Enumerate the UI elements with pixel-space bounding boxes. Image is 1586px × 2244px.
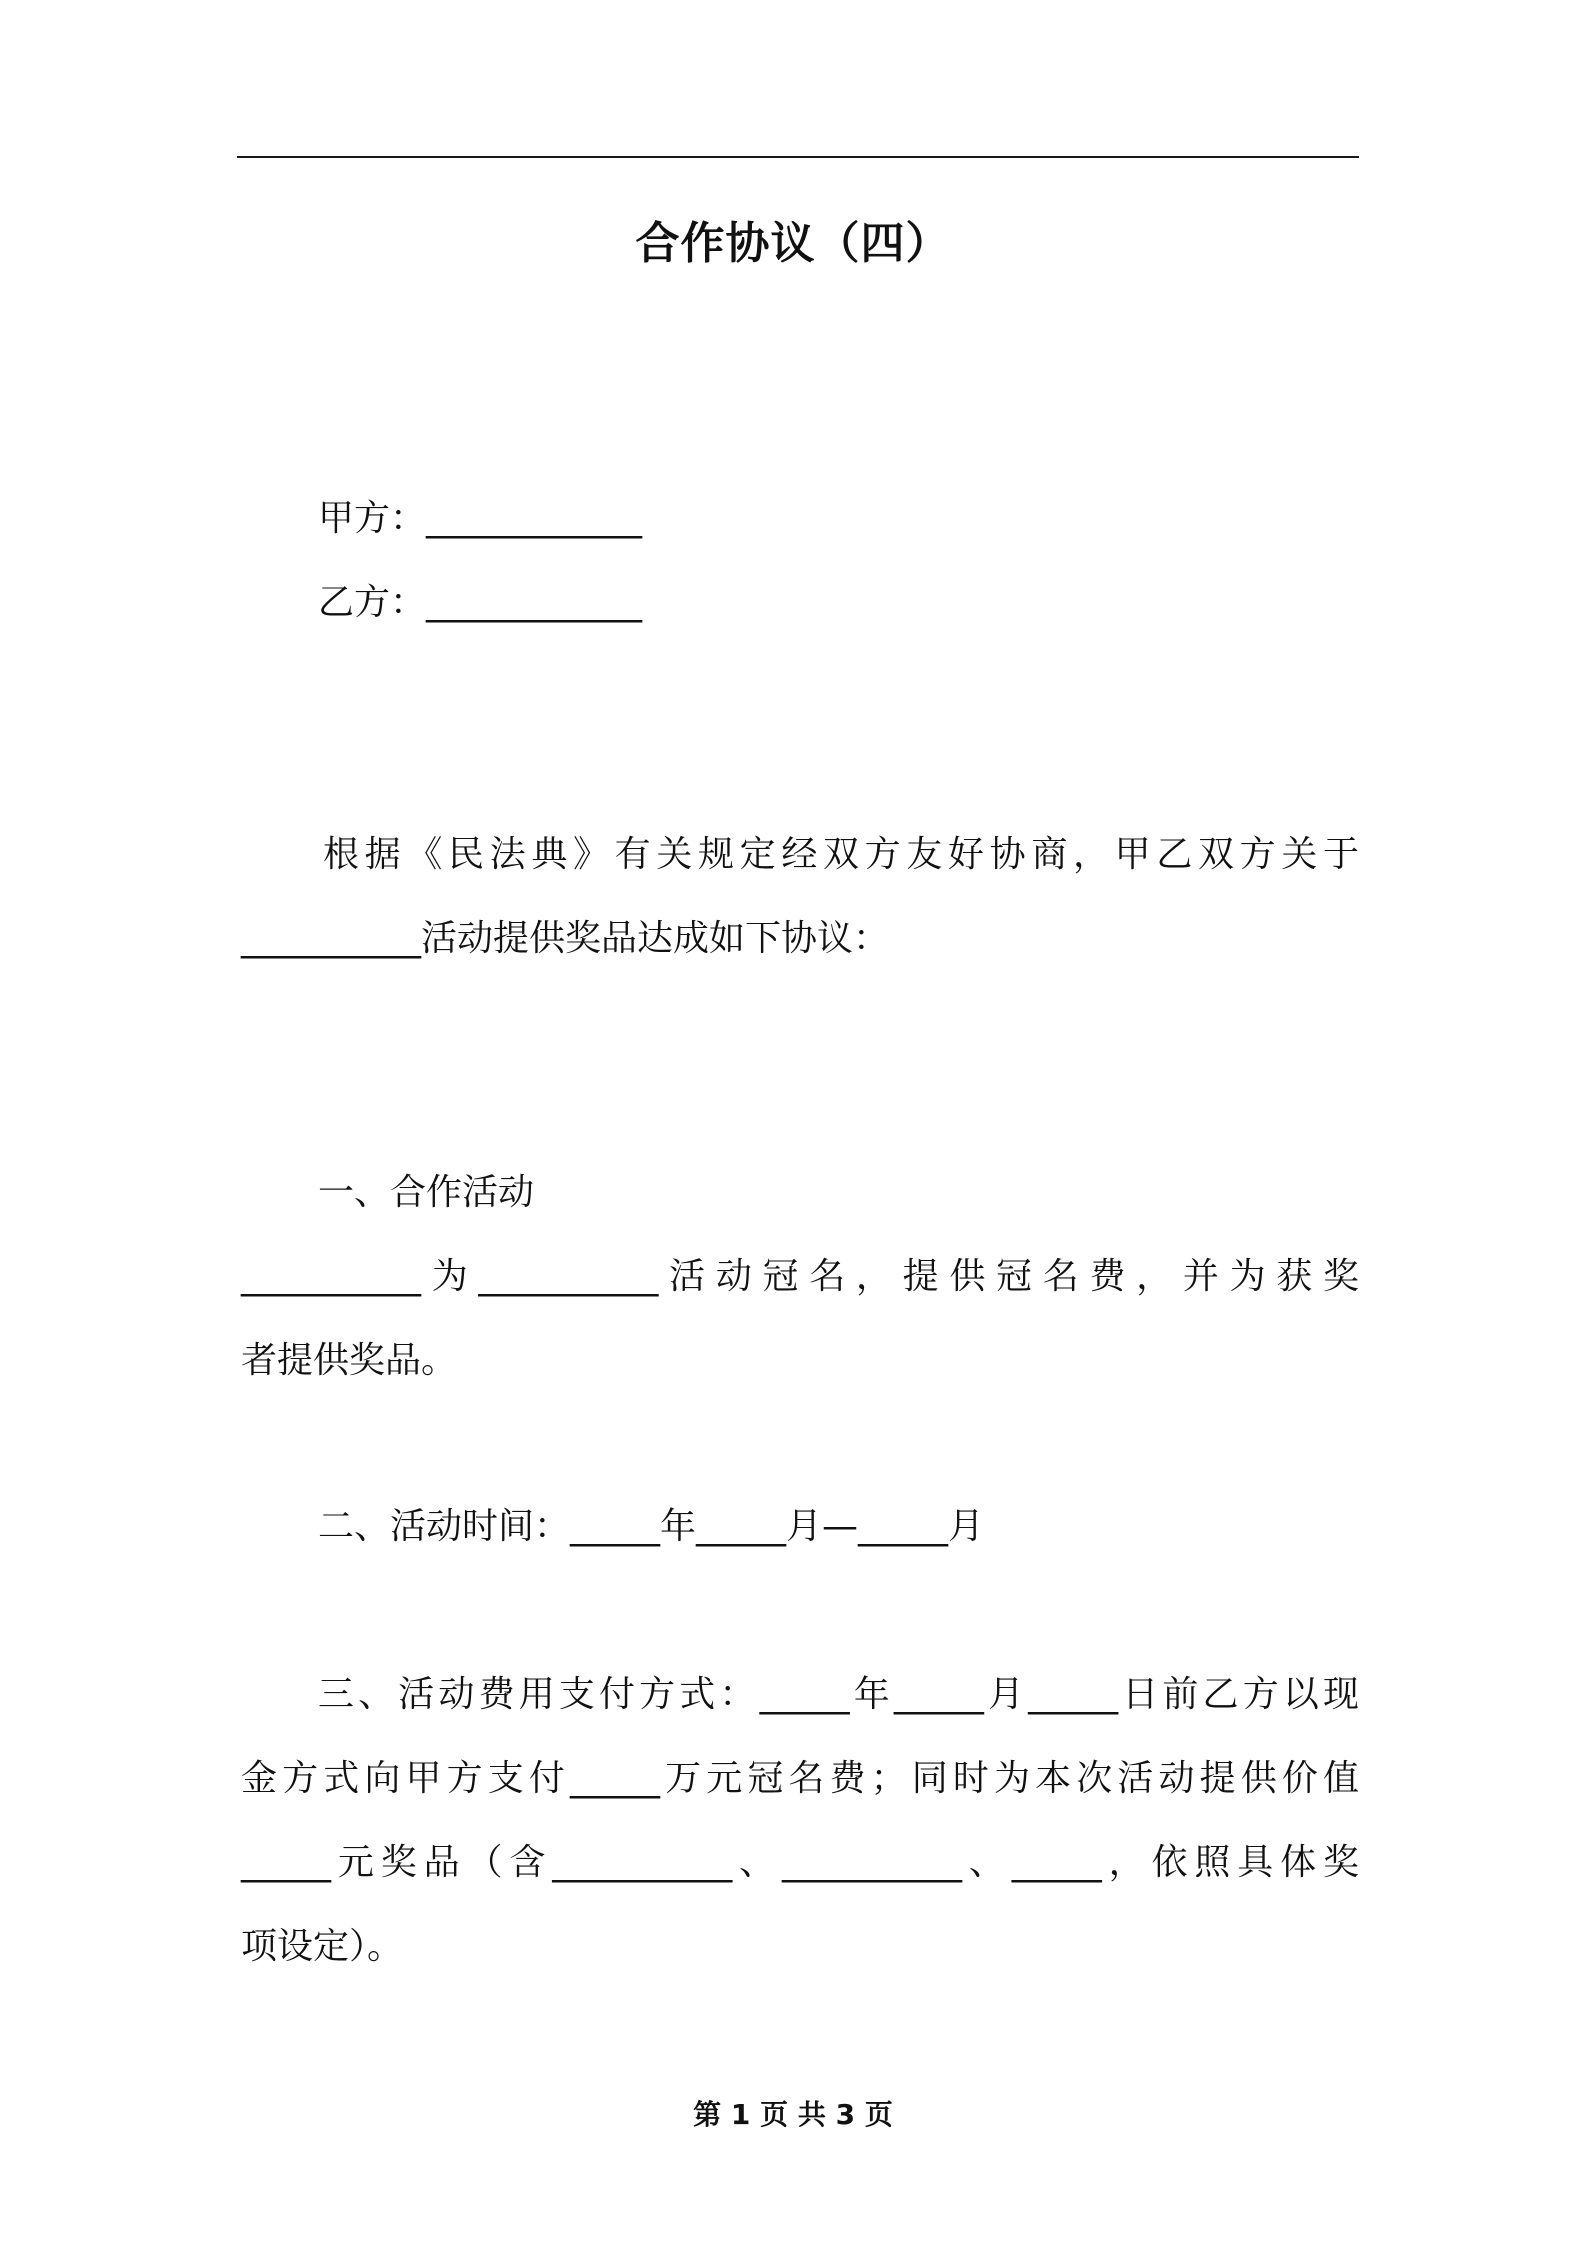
intro-line-1: 根据《民法典》有关规定经双方友好协商，甲乙双方关于 bbox=[323, 834, 1359, 875]
section3-line-1: 三、活动费用支付方式：_____年_____月_____日前乙方以现 bbox=[318, 1674, 1359, 1715]
section1-line-1: __________为__________活动冠名，提供冠名费，并为获奖 bbox=[241, 1256, 1359, 1297]
section3-line-2: 金方式向甲方支付_____万元冠名费；同时为本次活动提供价值 bbox=[241, 1758, 1359, 1799]
party-a-line: 甲方：____________ bbox=[318, 498, 643, 539]
header-rule bbox=[237, 156, 1359, 158]
party-b-line: 乙方：____________ bbox=[318, 582, 643, 623]
section2-heading: 二、活动时间：_____年_____月—_____月 bbox=[318, 1506, 985, 1547]
section1-line-2: 者提供奖品。 bbox=[241, 1340, 458, 1381]
intro-line-2: __________活动提供奖品达成如下协议： bbox=[241, 918, 890, 959]
section1-heading: 一、合作活动 bbox=[318, 1172, 535, 1213]
document-title: 合作协议（四） bbox=[635, 218, 951, 269]
section3-line-3: _____元奖品（含__________、__________、_____，依照具体奖 bbox=[241, 1842, 1359, 1883]
page-indicator: 第 1 页 共 3 页 bbox=[693, 2098, 893, 2131]
section3-line-4: 项设定）。 bbox=[241, 1926, 404, 1967]
